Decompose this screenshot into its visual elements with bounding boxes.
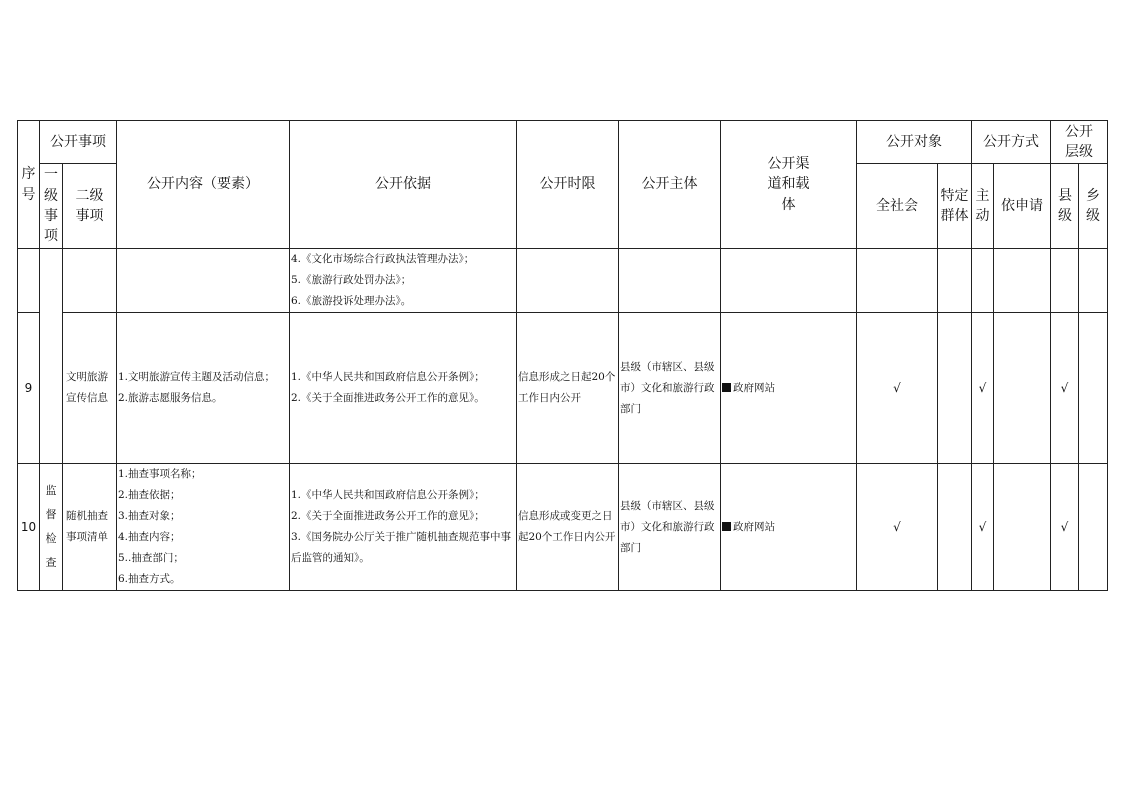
basis-item: 5.《旅游行政处罚办法》； [291,274,412,286]
content-item: 5..抽查部门； [118,552,184,564]
content-item: 2.抽查依据； [118,489,181,501]
basis-item: 3.《国务院办公厅关于推广随机抽查规范事中事后监管的通知》。 [291,531,512,564]
header-matter: 公开事项 [40,121,117,164]
table-row [18,464,1108,591]
header-target-special: 特定群体 [938,164,972,249]
row-level1: 监督检查 [40,464,63,591]
header-level: 公开层级 [1051,121,1108,164]
row-mode-apply [994,464,1051,591]
row-basis [290,313,517,464]
row-mode-apply [994,249,1051,313]
row-subject [619,249,721,313]
row-mode-apply [994,313,1051,464]
row-target-all: √ [857,313,938,464]
content-item: 1.抽查事项名称； [118,468,202,480]
header-target-all: 全社会 [857,164,938,249]
content-item: 3.抽查对象； [118,510,181,522]
row-basis [290,249,517,313]
header-basis: 公开依据 [290,121,517,249]
row-time: 信息形成或变更之日起20个工作日内公开 [517,464,619,591]
header-mode-apply: 依申请 [994,164,1051,249]
row-target-all [857,249,938,313]
header-time: 公开时限 [517,121,619,249]
row-basis [290,464,517,591]
header-channel: 公开渠道和载体 [721,121,857,249]
row-level2 [63,249,117,313]
row-mode-active [972,249,994,313]
basis-item: 4.《文化市场综合行政执法管理办法》； [291,253,475,265]
row-seq: 9 [18,313,40,464]
header-level1: 一级事项 [40,164,63,249]
disclosure-table [17,120,1108,591]
row-level2: 随机抽查事项清单 [63,464,117,591]
row-level1 [40,249,63,464]
row-mode-active: √ [972,313,994,464]
header-mode: 公开方式 [972,121,1051,164]
square-bullet-icon [722,383,731,392]
row-time [517,249,619,313]
content-item: 1.文明旅游宣传主题及活动信息； [118,371,276,383]
row-time: 信息形成之日起20个工作日内公开 [517,313,619,464]
row-channel [721,313,857,464]
row-mode-active: √ [972,464,994,591]
row-level-town [1079,313,1108,464]
square-bullet-icon [722,522,731,531]
row-level2: 文明旅游宣传信息 [63,313,117,464]
row-seq [18,249,40,313]
table-row [18,249,1108,313]
channel-label: 政府网站 [733,381,775,394]
header-level-town: 乡级 [1079,164,1108,249]
header-target: 公开对象 [857,121,972,164]
basis-item: 1.《中华人民共和国政府信息公开条例》； [291,371,485,383]
row-subject: 县级（市辖区、县级市）文化和旅游行政部门 [619,313,721,464]
row-content [117,313,290,464]
row-channel [721,464,857,591]
basis-item: 2.《关于全面推进政务公开工作的意见》； [291,510,485,522]
table-row [18,313,1108,464]
header-level-county: 县级 [1051,164,1079,249]
header-mode-active: 主动 [972,164,994,249]
channel-label: 政府网站 [733,520,775,533]
header-level2: 二级事项 [63,164,117,249]
header-content: 公开内容（要素） [117,121,290,249]
row-content [117,249,290,313]
row-target-special [938,249,972,313]
row-content [117,464,290,591]
basis-item: 6.《旅游投诉处理办法》。 [291,295,412,307]
row-seq: 10 [18,464,40,591]
row-level-county: √ [1051,313,1079,464]
row-level-town [1079,249,1108,313]
row-level-county: √ [1051,464,1079,591]
row-target-special [938,313,972,464]
header-seq: 序号 [18,121,40,249]
header-subject: 公开主体 [619,121,721,249]
row-subject: 县级（市辖区、县级市）文化和旅游行政部门 [619,464,721,591]
content-item: 4.抽查内容； [118,531,181,543]
content-item: 6.抽查方式。 [118,573,181,585]
row-target-special [938,464,972,591]
row-channel [721,249,857,313]
basis-item: 1.《中华人民共和国政府信息公开条例》； [291,489,485,501]
row-target-all: √ [857,464,938,591]
content-item: 2.旅游志愿服务信息。 [118,392,223,404]
row-level-county [1051,249,1079,313]
row-level-town [1079,464,1108,591]
basis-item: 2.《关于全面推进政务公开工作的意见》。 [291,392,485,404]
